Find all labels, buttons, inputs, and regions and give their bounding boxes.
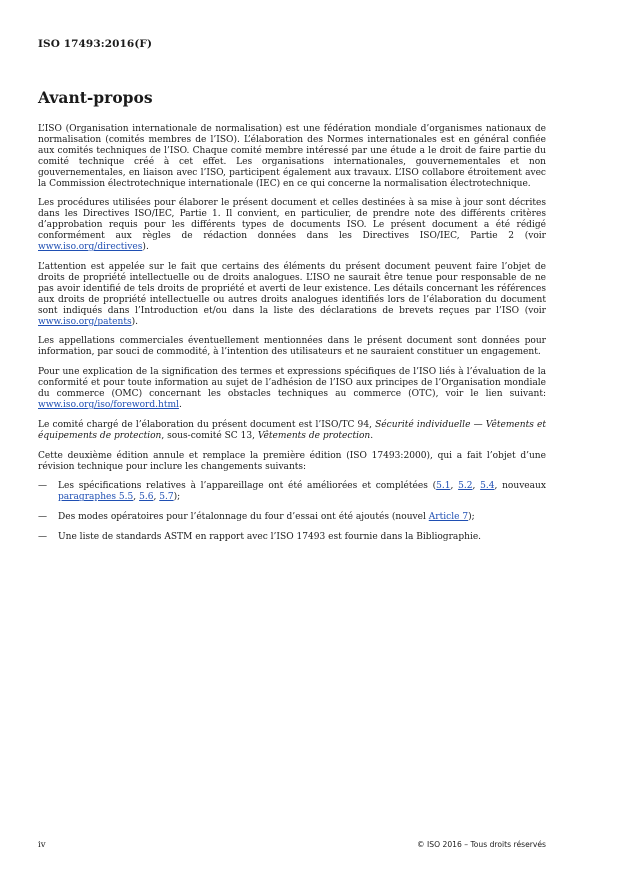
paragraph-iso-intro: L’ISO (Organisation internationale de normalisation) est une fédération mondiale d’organismes nationaux de normalisation (comités membres de l’ISO). L’élaboration des Normes internationales est en général confiée aux comités techniques de l’ISO. Chaque comité membre intéressé par une étude a le droit de faire partie du comité technique créé à cet effet. Les organisations internationales, gouvernementales et non gouvernementales, en liaison avec l’ISO, participent également aux travaux. L’ISO collabore étroitement avec la Commission électrotechnique internationale (IEC) en ce qui concerne la normalisation électrotechnique. bbox=[38, 124, 546, 189]
paragraph-text: . bbox=[370, 430, 374, 441]
document-id: ISO 17493:2016(F) bbox=[38, 38, 153, 50]
list-item-text: , nouveaux bbox=[494, 481, 546, 492]
clause-link-5-4[interactable]: 5.4 bbox=[480, 481, 495, 492]
clause-link-5-5[interactable]: paragraphes 5.5 bbox=[58, 492, 134, 503]
changes-list bbox=[38, 481, 546, 543]
paragraph-conformity bbox=[38, 367, 546, 411]
committee-title: Sécurité individuelle — Vêtements et équipements de protection bbox=[38, 419, 546, 441]
article-7-link[interactable]: Article 7 bbox=[428, 512, 469, 523]
dash-bullet: — bbox=[38, 512, 48, 523]
directives-link[interactable]: www.iso.org/directives bbox=[38, 242, 143, 253]
page-number: iv bbox=[38, 840, 46, 850]
list-item bbox=[38, 481, 546, 503]
paragraph-procedures bbox=[38, 198, 546, 253]
list-item-text: ); bbox=[173, 492, 181, 503]
copyright-notice: © ISO 2016 – Tous droits réservés bbox=[417, 840, 546, 849]
paragraph-trade-names: Les appellations commerciales éventuellement mentionnées dans le présent document sont données pour information, par souci de commodité, à l’intention des utilisateurs et ne sauraient constituer un engagement. bbox=[38, 336, 546, 358]
paragraph-edition: Cette deuxième édition annule et remplace la première édition (ISO 17493:2000), qui a fait l’objet d’une révision technique pour inclure les changements suivants: bbox=[38, 450, 546, 472]
paragraph-text: , sous-comité SC 13, bbox=[161, 430, 258, 441]
foreword-body bbox=[38, 124, 546, 552]
list-item-text: Les spécifications relatives à l’appareillage ont été améliorées et complétées ( bbox=[58, 481, 437, 492]
paragraph-text: Pour une explication de la signification des termes et expressions spécifiques de l’ISO liés à l’évaluation de la conformité et pour toute information au sujet de l’adhésion de l’ISO aux principes de l’Organisation mondiale du commerce (OMC) concernant les obstacles techniques au commerce (OTC), voir le lien suivant: bbox=[38, 367, 546, 400]
dash-bullet: — bbox=[38, 481, 48, 492]
list-item-text: Des modes opératoires pour l’étalonnage du four d’essai ont été ajoutés (nouvel bbox=[58, 512, 429, 523]
paragraph-text: ). bbox=[131, 316, 139, 327]
paragraph-text: ). bbox=[142, 242, 149, 253]
list-item bbox=[38, 512, 546, 523]
paragraph-text: L’attention est appelée sur le fait que certains des éléments du présent document peuvent faire l’objet de droits de propriété intellectuelle ou de droits analogues. L’ISO ne saurait être tenue pour responsable de ne pas avoir identifié de tels droits de propriété et averti de leur existence. Les détails concernant les références aux droits de propriété intellectuelle ou autres droits analogues identifiés lors de l’élaboration du document sont indiqués dans l’Introduction et/ou dans la liste des déclarations de brevets reçues par l’ISO (voir bbox=[38, 261, 546, 316]
list-item bbox=[38, 532, 546, 543]
list-item-text: Une liste de standards ASTM en rapport avec l’ISO 17493 est fournie dans la Bibliographie. bbox=[58, 532, 482, 543]
list-item-text: , bbox=[450, 481, 459, 492]
foreword-link[interactable]: www.iso.org/iso/foreword.html bbox=[38, 399, 179, 410]
list-item-text: , bbox=[472, 481, 481, 492]
list-item-text: , bbox=[133, 492, 140, 503]
paragraph-text: Les procédures utilisées pour élaborer le présent document et celles destinées à sa mise à jour sont décrites dans les Directives ISO/IEC, Partie 1. Il convient, en particulier, de prendre note des différents critères d’approbation requis pour les différents types de documents ISO. Le présent document a été rédigé conformément aux règles de rédaction données dans les Directives ISO/IEC, Partie 2 (voir bbox=[38, 198, 546, 242]
clause-link-5-7[interactable]: 5.7 bbox=[159, 492, 174, 503]
clause-link-5-6[interactable]: 5.6 bbox=[139, 492, 154, 503]
clause-link-5-2[interactable]: 5.2 bbox=[458, 481, 473, 492]
clause-link-5-1[interactable]: 5.1 bbox=[436, 481, 451, 492]
list-item-text: , bbox=[153, 492, 160, 503]
document-page bbox=[38, 0, 546, 876]
paragraph-patents bbox=[38, 262, 546, 327]
patents-link[interactable]: www.iso.org/patents bbox=[38, 316, 132, 327]
paragraph-text: . bbox=[178, 399, 182, 410]
paragraph-committee bbox=[38, 420, 546, 442]
page-title: Avant-propos bbox=[38, 88, 153, 107]
dash-bullet: — bbox=[38, 532, 48, 543]
list-item-text: ); bbox=[468, 512, 475, 523]
subcommittee-title: Vêtements de protection bbox=[257, 430, 371, 441]
paragraph-text: Le comité chargé de l’élaboration du présent document est l’ISO/TC 94, bbox=[38, 419, 376, 430]
